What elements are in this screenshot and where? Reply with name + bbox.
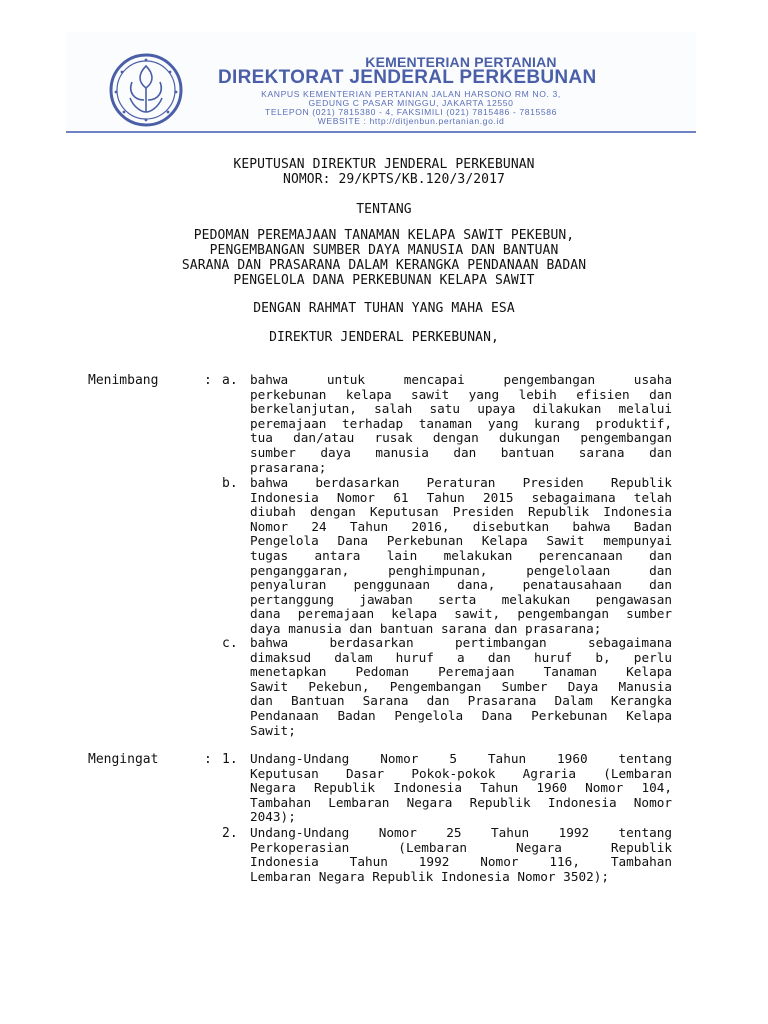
menimbang-item-c [250,636,672,738]
letterhead-ministry: KEMENTERIAN PERTANIAN [365,54,557,70]
text-line: perkebunan kelapa sawit yang lebih efisien dan [250,387,672,402]
ministry-logo-emblem [108,52,184,128]
mengingat-item-2 [250,826,672,884]
subject-line-2: PENGEMBANGAN SUMBER DAYA MANUSIA DAN BANTUAN [209,243,559,258]
text-line: peremajaan terhadap tanaman yang kurang produktif, [250,416,672,431]
mengingat-item-1-mark: 1. [222,752,238,767]
mengingat-label: Mengingat [88,752,159,767]
subject-line-3: SARANA DAN PRASARANA DALAM KERANGKA PENDANAAN BADAN [181,258,587,273]
text-line: berkelanjutan, salah satu upaya dilakukan melalui [250,402,672,417]
mengingat-item-2-mark: 2. [222,826,238,841]
letterhead-website: WEBSITE : http://ditjenbun.pertanian.go.id [317,116,505,126]
text-line: Indonesia Tahun 1992 Nomor 116, Tambahan [250,855,672,870]
text-line: sumber daya manusia dan bantuan sarana dan [250,445,672,460]
mengingat-item-1 [250,752,672,825]
text-line: menetapkan Pedoman Peremajaan Tanaman Kelapa [250,665,672,680]
menimbang-item-b [250,476,672,637]
text-line: Pengelola Dana Perkebunan Kelapa Sawit mempunyai [250,534,672,549]
text-line: Nomor 24 Tahun 2016, disebutkan bahwa Badan [250,519,672,534]
text-line: daya manusia dan bantuan sarana dan prasarana; [250,621,602,636]
text-line: Tambahan Lembaran Negara Republik Indonesia Nomor [250,795,672,810]
text-line: bahwa berdasarkan pertimbangan sebagaimana [250,636,672,650]
text-line: prasarana; [250,460,327,475]
text-line: Undang-Undang Nomor 25 Tahun 1992 tentang [250,826,672,840]
menimbang-item-b-mark: b. [222,476,238,491]
letterhead-address-2: GEDUNG C PASAR MINGGU, JAKARTA 12550 [308,98,514,108]
letterhead-divider [66,131,696,133]
text-line: diubah dengan Keputusan Presiden Republik Indonesia [250,505,672,520]
letterhead-directorate: DIREKTORAT JENDERAL PERKEBUNAN [218,67,597,88]
text-line: Sawit; [250,723,296,738]
text-line: Perkoperasian (Lembaran Negara Republik [250,840,672,855]
text-line: Indonesia Nomor 61 Tahun 2015 sebagaimana telah [250,490,672,505]
text-line: Keputusan Dasar Pokok-pokok Agraria (Lembaran [250,766,672,781]
menimbang-colon: : [204,373,212,388]
text-line: Sawit Pekebun, Pengembangan Sumber Daya Manusia [250,679,672,694]
menimbang-item-c-mark: c. [222,636,238,651]
text-line: tugas antara lain melakukan perencanaan dan [250,548,672,563]
subject-line-1: PEDOMAN PEREMAJAAN TANAMAN KELAPA SAWIT PEKEBUN, [193,228,575,243]
letterhead [66,32,696,132]
text-line: 2043); [250,810,296,825]
decree-title: KEPUTUSAN DIREKTUR JENDERAL PERKEBUNAN [233,157,535,172]
menimbang-item-a [250,373,672,475]
text-line: dimaksud dalam huruf a dan huruf b, perlu [250,650,672,665]
text-line: pertanggung jawaban serta melakukan pengawasan [250,592,672,607]
menimbang-item-a-mark: a. [222,373,238,388]
decree-number: NOMOR: 29/KPTS/KB.120/3/2017 [283,172,505,187]
text-line: Pendanaan Badan Pengelola Dana Perkebunan Kelapa [250,708,672,723]
letterhead-address-1: KANPUS KEMENTERIAN PERTANIAN JALAN HARSONO RM NO. 3, [261,89,561,99]
text-line: tua dan/atau rusak dengan dukungan pengembangan [250,431,672,446]
mengingat-colon: : [204,752,212,767]
invocation: DENGAN RAHMAT TUHAN YANG MAHA ESA [253,301,515,316]
text-line: dan Bantuan Sarana dan Prasarana Dalam Kerangka [250,694,672,709]
text-line: Lembaran Negara Republik Indonesia Nomor 3502); [250,869,610,884]
text-line: penganggaran, penghimpunan, pengelolaan dan [250,563,672,578]
subject-line-4: PENGELOLA DANA PERKEBUNAN KELAPA SAWIT [233,273,535,288]
text-line: penyaluran penggunaan dana, penatausahaan dan [250,578,672,593]
text-line: Undang-Undang Nomor 5 Tahun 1960 tentang [250,752,672,766]
text-line: Negara Republik Indonesia Tahun 1960 Nomor 104, [250,781,672,796]
tentang-heading: TENTANG [356,202,412,217]
letterhead-phone: TELEPON (021) 7815380 - 4, FAKSIMILI (021) 7815486 - 7815586 [264,107,558,117]
authority: DIREKTUR JENDERAL PERKEBUNAN, [269,330,499,345]
text-line: bahwa berdasarkan Peraturan Presiden Republik [250,476,672,490]
menimbang-label: Menimbang [88,373,159,388]
text-line: dana peremajaan kelapa sawit, pengembangan sumber [250,607,672,622]
text-line: bahwa untuk mencapai pengembangan usaha [250,373,672,387]
